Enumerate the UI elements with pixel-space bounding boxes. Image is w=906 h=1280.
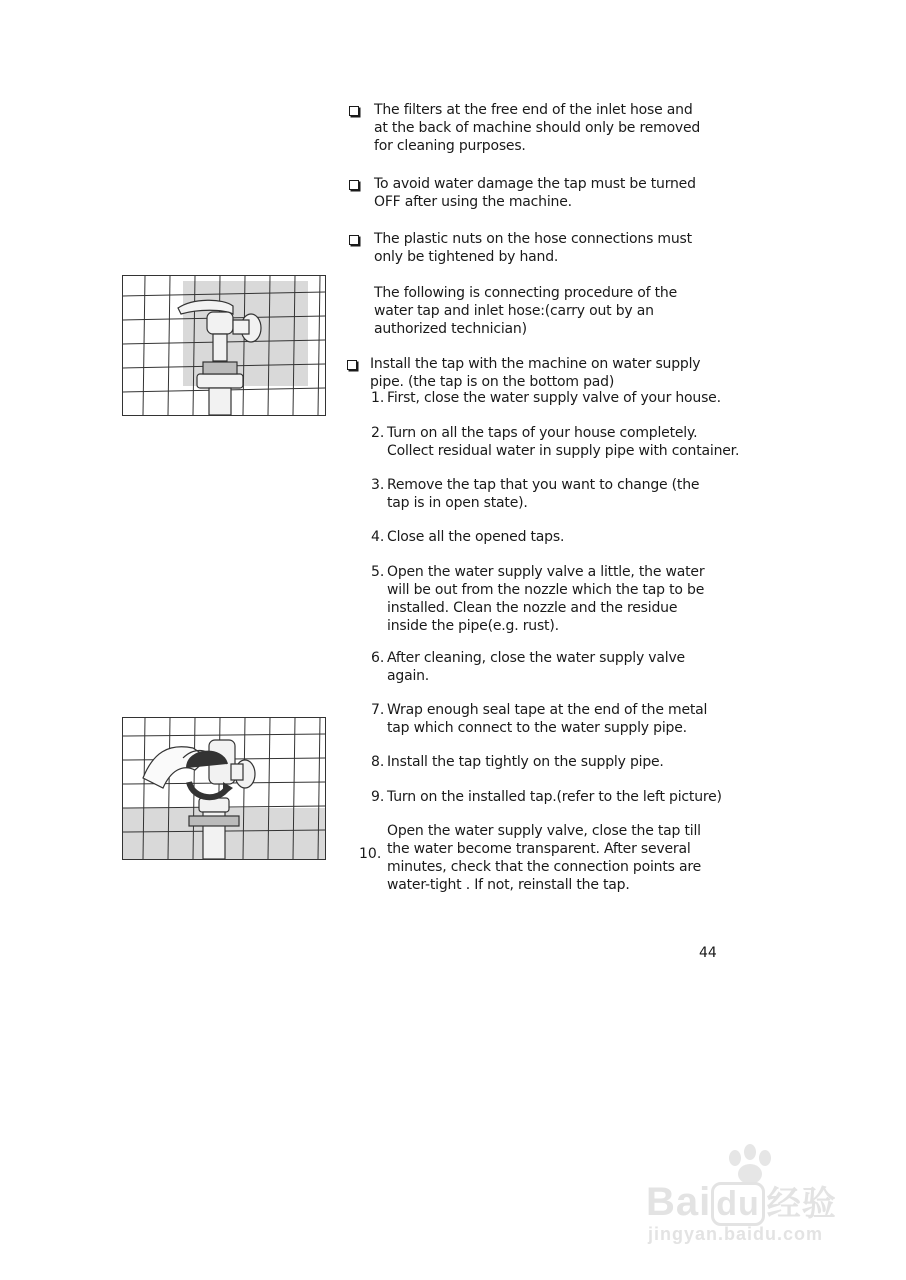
step-number: 9.	[371, 789, 385, 805]
bullet-text-3: The plastic nuts on the hose connections must only be tightened by hand.	[374, 231, 692, 265]
page-number: 44	[699, 945, 717, 961]
bullet-text-2: To avoid water damage the tap must be turned OFF after using the machine.	[374, 176, 696, 210]
tap-installed-svg	[123, 276, 325, 415]
step-text: First, close the water supply valve of your house.	[387, 390, 721, 406]
step-number: 5.	[371, 564, 385, 580]
install-heading: Install the tap with the machine on water supply pipe. (the tap is on the bottom pad)	[370, 356, 701, 390]
step-text: Wrap enough seal tape at the end of the metal tap which connect to the water supply pipe.	[387, 702, 708, 736]
tap-wrapping-svg	[123, 718, 325, 859]
step-text: After cleaning, close the water supply valve again.	[387, 650, 685, 684]
square-bullet-icon	[349, 180, 359, 190]
step-text: Open the water supply valve a little, the water will be out from the nozzle which the tap to be installed. Clean the nozzle and the residue inside the pipe(e.g. rust).	[387, 564, 705, 634]
step-number: 3.	[371, 477, 385, 493]
step-text: Close all the opened taps.	[387, 529, 565, 545]
step-text: Turn on the installed tap.(refer to the left picture)	[387, 789, 722, 805]
tap-wrapping-illustration	[122, 717, 326, 860]
square-bullet-icon	[347, 360, 357, 370]
step-number: 1.	[371, 390, 385, 406]
tap-installed-illustration	[122, 275, 326, 416]
step-text: Remove the tap that you want to change (the tap is in open state).	[387, 477, 700, 511]
square-bullet-icon	[349, 106, 359, 116]
watermark-brand: Bai du 经验	[646, 1180, 837, 1224]
step-number: 4.	[371, 529, 385, 545]
bullet-text-1: The filters at the free end of the inlet hose and at the back of machine should only be removed for cleaning purposes.	[374, 102, 701, 154]
step-number: 8.	[371, 754, 385, 770]
step-text: Install the tap tightly on the supply pipe.	[387, 754, 664, 770]
step-text: Open the water supply valve, close the tap till the water become transparent. After several minutes, check that the connection points are water-tight . If not, reinstall the tap.	[387, 823, 701, 893]
procedure-intro: The following is connecting procedure of the water tap and inlet hose:(carry out by an authorized technician)	[374, 285, 678, 337]
step-number: 6.	[371, 650, 385, 666]
baidu-watermark	[640, 1140, 860, 1250]
square-bullet-icon	[349, 235, 359, 245]
step-number: 2.	[371, 425, 385, 441]
watermark-url: jingyan.baidu.com	[648, 1224, 824, 1244]
step-number: 7.	[371, 702, 385, 718]
step-text: Turn on all the taps of your house completely. Collect residual water in supply pipe with container.	[387, 425, 740, 459]
step-number: 10.	[359, 846, 382, 862]
